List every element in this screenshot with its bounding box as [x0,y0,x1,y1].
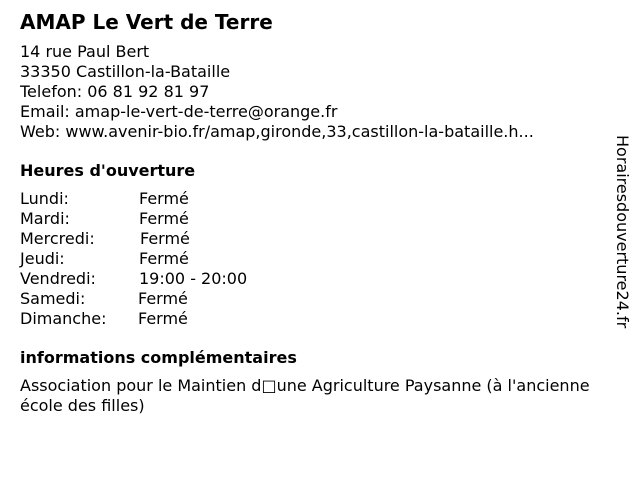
day-hours: Fermé [138,309,188,328]
day-label: Dimanche: [20,309,107,328]
hours-row-vendredi [20,269,600,289]
day-hours: Fermé [138,289,188,308]
day-hours: Fermé [139,249,189,268]
day-hours: Fermé [140,229,190,248]
email-label: Email: [20,102,70,121]
email-line [20,102,600,122]
email-address[interactable]: amap-le-vert-de-terre@orange.fr [74,102,338,121]
hours-row-lundi [20,189,600,209]
business-card [20,10,600,416]
web-label: Web: [20,122,61,141]
watermark-text: Horairesdouverture24.fr [613,135,632,329]
day-label: Jeudi: [20,249,65,268]
street-address: 14 rue Paul Bert [20,42,150,61]
hours-heading: Heures d'ouverture [20,161,196,180]
phone-label: Telefon: [20,82,83,101]
hours-row-mercredi [20,229,600,249]
day-label: Vendredi: [20,269,96,288]
city-address: 33350 Castillon-la-Bataille [20,62,231,81]
phone-number[interactable]: 06 81 92 81 97 [87,82,210,101]
day-hours: Fermé [139,189,189,208]
business-name: AMAP Le Vert de Terre [20,10,273,34]
info-heading: informations complémentaires [20,348,297,367]
hours-row-mardi [20,209,600,229]
day-label: Mercredi: [20,229,95,248]
watermark [612,135,632,375]
day-label: Samedi: [20,289,86,308]
day-hours: Fermé [139,209,189,228]
hours-row-jeudi [20,249,600,269]
day-label: Mardi: [20,209,70,228]
day-hours: 19:00 - 20:00 [139,269,248,288]
info-text: Association pour le Maintien d□une Agriculture Paysanne (à l'ancienne école des filles) [20,376,590,415]
hours-table [20,189,600,329]
web-line [20,122,600,142]
day-label: Lundi: [20,189,69,208]
hours-row-dimanche [20,309,600,329]
phone-line [20,82,600,102]
web-link[interactable]: www.avenir-bio.fr/amap,gironde,33,castillon-la-bataille.h... [65,122,534,141]
hours-row-samedi [20,289,600,309]
